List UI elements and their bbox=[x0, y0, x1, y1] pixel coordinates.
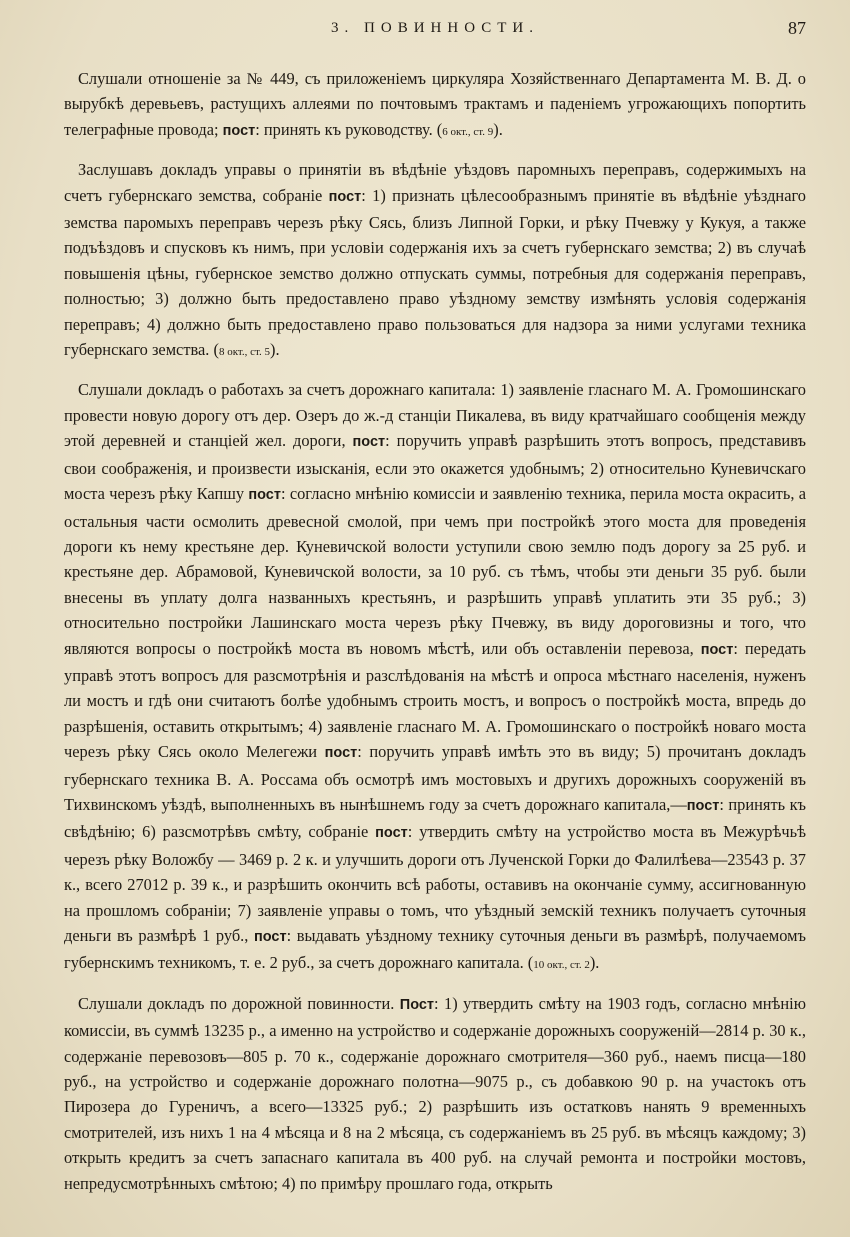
paragraph-text: Слушали отношеніе за № 449, съ приложеніемъ циркуляра Хозяйственнаго Департамента М. В. Д. о вырубкѣ деревьевъ, растущихъ аллеями по почтовымъ трактамъ и паденіемъ угрожающихъ попортить телеграфные провода; bbox=[64, 69, 806, 139]
paragraph-text: : принять къ руководству. ( bbox=[255, 119, 443, 139]
paragraph bbox=[64, 991, 806, 1196]
running-title: 3. ПОВИННОСТИ. bbox=[331, 20, 539, 36]
paragraph bbox=[64, 66, 806, 145]
resolution-marker: пост bbox=[686, 797, 720, 814]
resolution-marker: пост bbox=[248, 487, 281, 504]
session-reference: 6 окт., ст. 9 bbox=[442, 125, 494, 138]
resolution-marker: пост bbox=[352, 434, 386, 451]
paragraph-text: ). bbox=[589, 953, 600, 973]
resolution-marker: пост bbox=[222, 122, 256, 139]
resolution-marker: пост bbox=[324, 745, 358, 762]
paragraph-text: Слушали докладъ о работахъ за счетъ дорожнаго капитала: 1) заявленіе гласнаго М. А. Громошинскаго провести новую дорогу отъ дер. Озеръ до ж.-д станціи Пикалева, въ виду кратчайшаго сообщенія между этой деревней и станціей жел. дороги, bbox=[64, 380, 806, 451]
paragraph-text: : поручить управѣ имѣть это въ виду; 5) прочитанъ докладъ губернскаго техника В. А. Россама объ осмотрѣ имъ мостовыхъ и другихъ дорожныхъ сооруженій въ Тихвинскомъ уѣздѣ, выполненныхъ въ нынѣшнемъ году за счетъ дорожнаго капитала,— bbox=[64, 742, 806, 814]
session-reference: 8 окт., ст. 5 bbox=[218, 346, 270, 359]
paragraph-text: : 1) признать цѣлесообразнымъ принятіе въ вѣдѣніе уѣзднаго земства паромыхъ переправъ черезъ рѣку Сясь, близъ Липной Горки, и рѣку Пчевжу у Кукуя, а также подъѣздовъ и спусковъ къ нимъ, при условіи содержанія ихъ за счетъ губернскаго земства; 2) въ случаѣ повышенія цѣны, губернское земство должно отпускать суммы, потребныя для содержанія переправъ, полностью; 3) должно быть предоставлено право уѣздному земству измѣнять условія содержанія переправъ; 4) должно быть предоставлено право пользоваться для надзора за ними услугами техника губернскаго земства. ( bbox=[64, 185, 806, 360]
paragraph-text: : утвердить смѣту на устройство моста въ Межурѣчьѣ черезъ рѣку Воложбу — 3469 р. 2 к. и улучшить дороги отъ Лученской Горки до Фалилѣева—23543 р. 37 к., всего 27012 р. 39 к., и разрѣшить окончить всѣ работы, оставивъ на окончаніе сумму, ассигнованную на прошломъ собраніи; 7) заявленіе управы о томъ, что уѣздный земскій техникъ получаетъ суточныя деньги въ размѣрѣ 1 руб., bbox=[64, 822, 806, 945]
paragraph-text: : выдавать уѣздному технику суточныя деньги въ размѣрѣ, получаемомъ губернскимъ техникомъ, т. е. 2 руб., за счетъ дорожнаго капитала. ( bbox=[64, 926, 806, 973]
resolution-marker: пост bbox=[253, 929, 287, 945]
paragraph bbox=[64, 157, 806, 365]
paragraph bbox=[64, 377, 806, 978]
resolution-marker: пост bbox=[375, 825, 408, 842]
page-header bbox=[64, 20, 806, 46]
paragraph-text: : 1) утвердить смѣту на 1903 годъ, согласно мнѣнію комиссіи, въ суммѣ 13235 р., а именно на устройство и содержаніе дорожныхъ сооруженій—2814 р. 30 к., содержаніе перевозовъ—805 р. 70 к., содержаніе дорожнаго смотрителя—360 руб., наемъ писца—180 руб., на устройство и содержаніе дорожнаго полотна—9075 р., съ добавкою 90 р. на участокъ отъ Пирозера до Гуреничъ, а всего—13325 руб.; 2) разрѣшить изъ остатковъ нанять 9 временныхъ смотрителей, изъ нихъ 1 на 4 мѣсяца и 8 на 2 мѣсяца, съ содержаніемъ въ 25 руб. въ мѣсяцъ каждому; 3) открыть кредитъ за счетъ запаснаго капитала въ 400 руб. на случай ремонта и постройки мостовъ, непредусмотрѣнныхъ смѣтою; 4) по примѣру прошлаго года, открыть bbox=[64, 993, 806, 1193]
body-text bbox=[64, 66, 806, 1196]
paragraph-text: ). bbox=[270, 340, 280, 360]
paragraph-text: : передать управѣ этотъ вопросъ для разсмотрѣнія и разслѣдованія на мѣстѣ и опроса мѣстнаго населенія, нуженъ ли мостъ и гдѣ они считаютъ болѣе удобнымъ строить мостъ, и вопросъ о постройкѣ моста, впредь до разрѣшенія, оставить открытымъ; 4) заявленіе гласнаго М. А. Громошинскаго о постройкѣ новаго моста черезъ рѣку Сясь около Мелегежи bbox=[64, 638, 806, 762]
paragraph-text: ). bbox=[493, 119, 503, 139]
paragraph-text: Слушали докладъ по дорожной повинности. bbox=[78, 993, 400, 1013]
resolution-marker: Пост bbox=[399, 996, 435, 1013]
resolution-marker: пост bbox=[700, 641, 734, 658]
paragraph-text: : согласно мнѣнію комиссіи и заявленію техника, перила моста окрасить, а остальныя части осмолить древесной смолой, при чемъ при постройкѣ этого моста для проведенія дороги къ нему крестьяне дер. Куневичской волости уступили свою землю подъ дорогу за 25 руб. и крестьяне дер. Абрамовой, Куневичской волости, за 10 руб. съ тѣмъ, чтобы эти деньги 35 руб. были внесены въ уплату долга названныхъ крестьянъ, и разрѣшить управѣ уплатить эти 35 руб.; 3) относительно постройки Лашинскаго моста черезъ рѣку Пчевжу, въ виду дороговизны и того, что являются вопросы о постройкѣ моста въ новомъ мѣстѣ, или объ оставленіи перевоза, bbox=[64, 484, 806, 658]
paragraph-text: Заслушавъ докладъ управы о принятіи въ вѣдѣніе уѣздовъ паромныхъ переправъ, содержимыхъ на счетъ губернскаго земства, собраніе bbox=[64, 160, 806, 205]
paragraph-text: : принять къ свѣдѣнію; 6) разсмотрѣвъ смѣту, собраніе bbox=[64, 794, 807, 842]
paragraph-text: : поручить управѣ разрѣшить этотъ вопросъ, представивъ свои соображенія, и произвести изысканія, если это окажется удобнымъ; 2) относительно Куневичскаго моста черезъ рѣку Капшу bbox=[64, 431, 807, 504]
session-reference: 10 окт., ст. 2 bbox=[533, 959, 590, 972]
page-number: 87 bbox=[788, 18, 806, 38]
resolution-marker: пост bbox=[328, 188, 362, 205]
